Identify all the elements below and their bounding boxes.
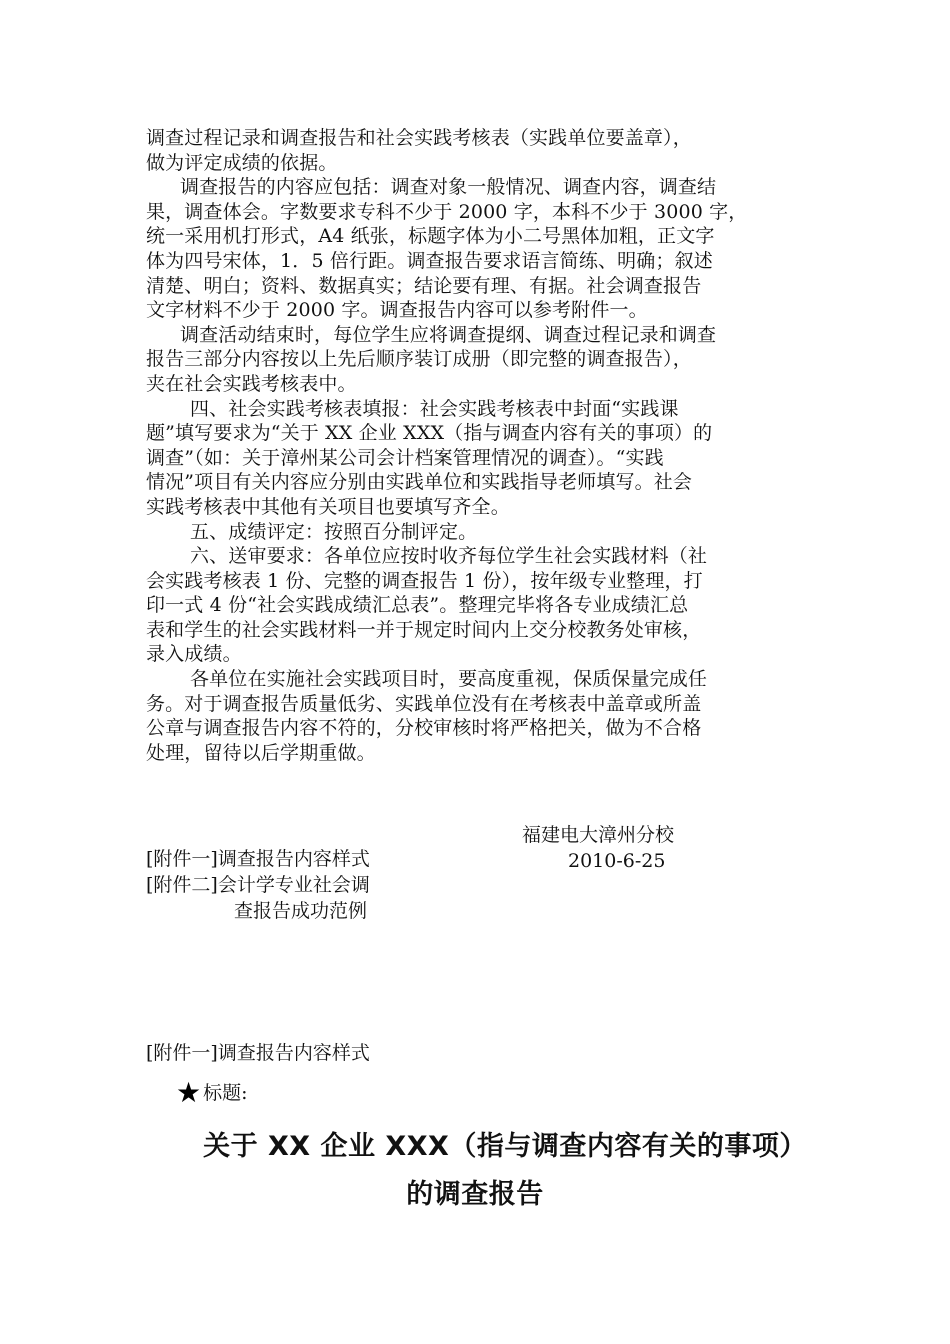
star-icon: ★ — [176, 1076, 202, 1109]
annex-list — [146, 846, 370, 924]
body-line: 调查”（如：关于漳州某公司会计档案管理情况的调查）。“实践 — [146, 446, 664, 469]
body-line: 统一采用机打形式，A4 纸张，标题字体为小二号黑体加粗，正文字 — [146, 225, 715, 248]
body-line: 调查活动结束时，每位学生应将调查提纲、调查过程记录和调查 — [180, 323, 717, 346]
report-title-line-2: 的调查报告 — [406, 1179, 544, 1210]
body-line: 清楚、明白；资料、数据真实；结论要有理、有据。社会调查报告 — [146, 274, 702, 297]
body-line: 果，调查体会。字数要求专科不少于 2000 字，本科不少于 3000 字， — [146, 200, 748, 223]
body-line: 报告三部分内容按以上先后顺序装订成册（即完整的调查报告）， — [146, 348, 692, 371]
body-line: 实践考核表中其他有关项目也要填写齐全。 — [146, 495, 510, 518]
signature-org: 福建电大漳州分校 — [522, 824, 675, 846]
body-line: 情况”项目有关内容应分别由实践单位和实践指导老师填写。社会 — [146, 471, 693, 494]
annex-item-2: [附件二]会计学专业社会调 — [146, 874, 370, 896]
body-line: 录入成绩。 — [146, 643, 242, 666]
body-line: 做为评定成绩的依据。 — [146, 151, 338, 174]
body-text — [146, 126, 806, 765]
body-line: 处理，留待以后学期重做。 — [146, 741, 376, 764]
body-line: 公章与调查报告内容不符的，分校审核时将严格把关，做为不合格 — [146, 717, 702, 740]
body-line: 五、成绩评定：按照百分制评定。 — [190, 520, 478, 543]
title-label-row — [176, 1078, 248, 1108]
signature-date: 2010-6-25 — [568, 850, 666, 872]
body-line: 印一式 4 份“社会实践成绩汇总表”。整理完毕将各专业成绩汇总 — [146, 594, 689, 617]
signature-block — [522, 822, 674, 874]
body-line: 会实践考核表 1 份、完整的调查报告 1 份），按年级专业整理，打 — [146, 569, 703, 592]
body-line: 体为四号宋体，1．5 倍行距。调查报告要求语言简练、明确；叙述 — [146, 249, 713, 272]
body-line: 各单位在实施社会实践项目时，要高度重视，保质保量完成任 — [190, 668, 708, 691]
title-label: 标题: — [203, 1082, 248, 1104]
body-line: 文字材料不少于 2000 字。调查报告内容可以参考附件一。 — [146, 299, 648, 322]
body-line: 调查过程记录和调查报告和社会实践考核表（实践单位要盖章）， — [146, 127, 692, 149]
annex-item-2-continued: 查报告成功范例 — [234, 900, 368, 922]
body-line: 表和学生的社会实践材料一并于规定时间内上交分校教务处审核， — [146, 618, 702, 641]
annex-section-heading: [附件一]调查报告内容样式 — [146, 1042, 370, 1064]
annex-item-1: [附件一]调查报告内容样式 — [146, 848, 370, 870]
body-line: 务。对于调查报告质量低劣、实践单位没有在考核表中盖章或所盖 — [146, 692, 702, 715]
body-line: 夹在社会实践考核表中。 — [146, 372, 357, 395]
body-line: 调查报告的内容应包括：调查对象一般情况、调查内容，调查结 — [180, 176, 717, 199]
body-line: 四、社会实践考核表填报：社会实践考核表中封面“实践课 — [190, 397, 679, 420]
body-line: 六、送审要求：各单位应按时收齐每位学生社会实践材料（社 — [190, 545, 708, 568]
report-title-line-1: 关于 XX 企业 XXX（指与调查内容有关的事项） — [203, 1131, 807, 1162]
body-line: 题”填写要求为“关于 XX 企业 XXX（指与调查内容有关的事项）的 — [146, 422, 713, 445]
